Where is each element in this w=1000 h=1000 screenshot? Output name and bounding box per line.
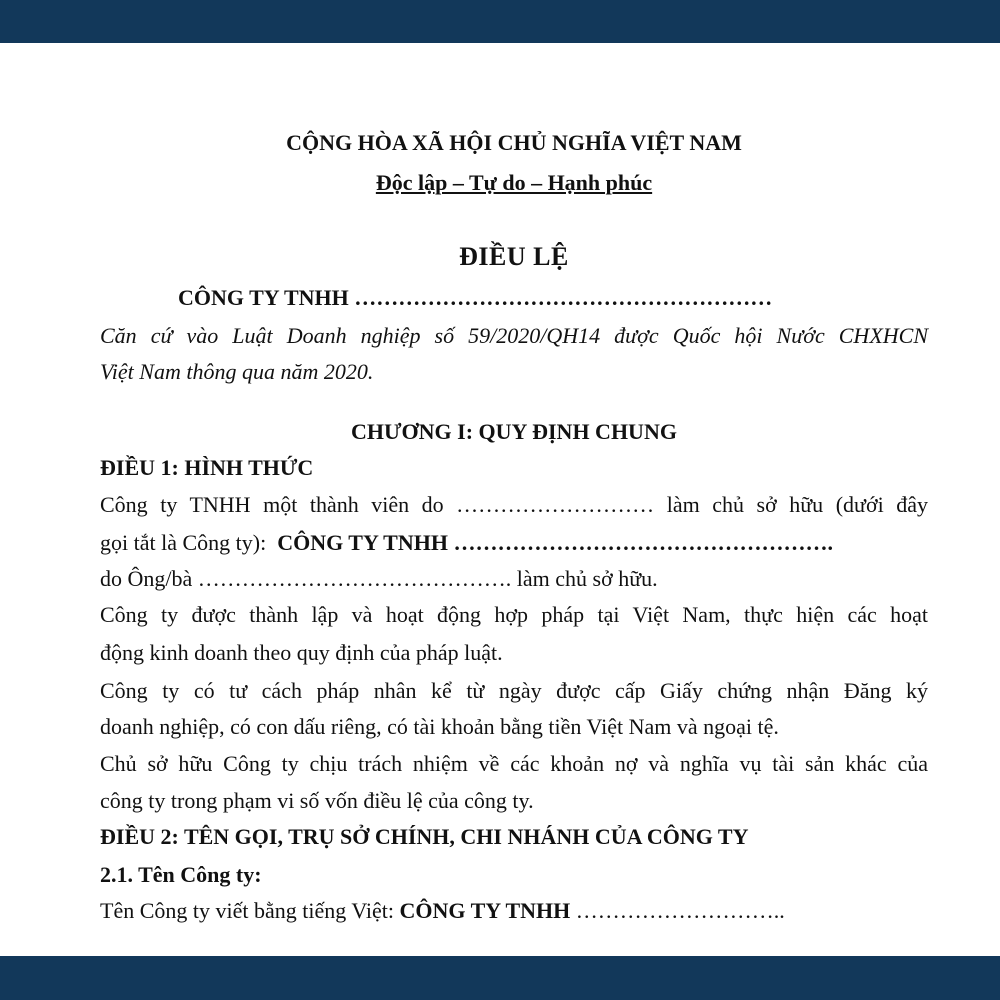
legal-basis-line-1: Căn cứ vào Luật Doanh nghiệp số 59/2020/QH14 được Quốc hội Nước CHXHCN: [100, 323, 928, 348]
motto-text: Độc lập – Tự do – Hạnh phúc: [375, 170, 653, 195]
article-1-line-4: Công ty được thành lập và hoạt động hợp pháp tại Việt Nam, thực hiện các hoạt: [100, 602, 928, 627]
chapter-heading: CHƯƠNG I: QUY ĐỊNH CHUNG: [351, 419, 677, 444]
article-2-subheading: 2.1. Tên Công ty:: [100, 862, 262, 887]
article-1-line-7: doanh nghiệp, có con dấu riêng, có tài khoản bằng tiền Việt Nam và ngoại tệ.: [100, 714, 779, 739]
national-motto: [100, 169, 928, 197]
article-2-line-1-text: Tên Công ty viết bằng tiếng Việt:: [100, 898, 400, 923]
article-2-heading: ĐIỀU 2: TÊN GỌI, TRỤ SỞ CHÍNH, CHI NHÁNH CỦA CÔNG TY: [100, 824, 749, 849]
top-banner: [0, 0, 1000, 43]
bottom-banner: [0, 956, 1000, 1000]
article-1-line-9: công ty trong phạm vi số vốn điều lệ của công ty.: [100, 788, 534, 813]
article-1-company-name: CÔNG TY TNHH …………………………………………….: [277, 530, 833, 555]
article-2-company-name: CÔNG TY TNHH: [399, 898, 571, 923]
article-1-line-2: [100, 529, 928, 557]
article-1-line-2-text: gọi tắt là Công ty):: [100, 530, 278, 555]
article-1-line-3: do Ông/bà ……………………………………. làm chủ sở hữu.: [100, 566, 658, 591]
article-1-line-1: Công ty TNHH một thành viên do ……………………… làm chủ sở hữu (dưới đây: [100, 492, 928, 517]
national-title: CỘNG HÒA XÃ HỘI CHỦ NGHĨA VIỆT NAM: [286, 130, 742, 155]
article-2-line-1-dots: ………………………..: [570, 898, 785, 923]
article-1-line-6: Công ty có tư cách pháp nhân kể từ ngày được cấp Giấy chứng nhận Đăng ký: [100, 678, 928, 703]
document-title: ĐIỀU LỆ: [459, 242, 569, 271]
article-1-heading: ĐIỀU 1: HÌNH THỨC: [100, 455, 314, 480]
article-1-line-5: động kinh doanh theo quy định của pháp luật.: [100, 640, 503, 665]
article-1-line-8: Chủ sở hữu Công ty chịu trách nhiệm về các khoản nợ và nghĩa vụ tài sản khác của: [100, 751, 928, 776]
company-name-line: CÔNG TY TNHH …………………………………………………: [178, 285, 773, 310]
article-2-line-1: [100, 897, 928, 925]
legal-basis-line-2: Việt Nam thông qua năm 2020.: [100, 359, 374, 384]
